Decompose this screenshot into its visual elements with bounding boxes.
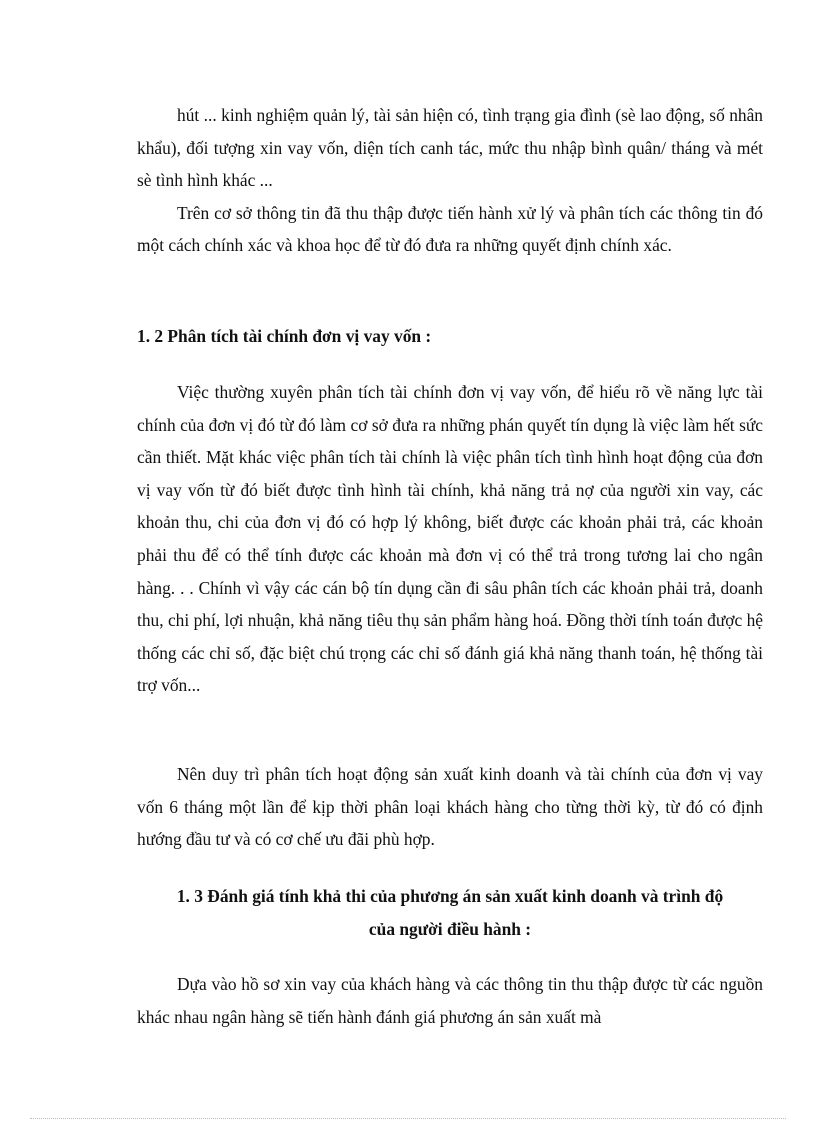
heading-1-3-line-2: của người điều hành : [368, 918, 532, 939]
text-block-maintain-analysis [137, 758, 763, 856]
section-1-3 [137, 880, 763, 945]
paragraph-household-info: hút ... kinh nghiệm quản lý, tài sản hiện có, tình trạng gia đình (sè lao động, số nhân khẩu), đối tượng xin vay vốn, diện tích canh tác, mức thu nhập bình quân/ tháng và mét sè tình hình khác ... [137, 105, 763, 191]
heading-1-2: 1. 2 Phân tích tài chính đơn vị vay vốn : [137, 326, 432, 346]
paragraph-maintain-analysis: Nên duy trì phân tích hoạt động sản xuất kinh doanh và tài chính của đơn vị vay vốn 6 tháng một lần để kịp thời phân loại khách hàng cho từng thời kỳ, từ đó có định hướng đầu tư và có cơ chế ưu đãi phù hợp. [137, 764, 763, 850]
paragraph-information-processing: Trên cơ sở thông tin đã thu thập được tiến hành xử lý và phân tích các thông tin đó một cách chính xác và khoa học để từ đó đưa ra những quyết định chính xác. [137, 202, 763, 256]
page-bottom-divider [30, 1118, 786, 1119]
text-block-plan-evaluation [137, 968, 763, 1033]
paragraph-plan-evaluation: Dựa vào hồ sơ xin vay của khách hàng và các thông tin thu thập được từ các nguồn khác nhau ngân hàng sẽ tiến hành đánh giá phương án sản xuất mà [137, 974, 763, 1027]
text-block-top [137, 99, 763, 262]
heading-1-3-line-1: 1. 3 Đánh giá tính khả thi của phương án sản xuất kinh doanh và trình độ [176, 886, 724, 906]
section-1-2 [137, 320, 763, 353]
paragraph-financial-analysis: Việc thường xuyên phân tích tài chính đơn vị vay vốn, để hiểu rõ về năng lực tài chính của đơn vị đó từ đó làm cơ sở đưa ra những phán quyết tín dụng là việc làm hết sức cần thiết. Mặt khác việc phân tích tài chính là việc phân tích tình hình hoạt động của đơn vị vay vốn từ đó biết được tình hình tài chính, khả năng trả nợ của người xin vay, các khoản thu, chi của đơn vị đó có hợp lý không, biết được các khoản phải trả, các khoản phải thu để có thể tính được các khoản mà đơn vị có thể trả trong tương lai cho ngân hàng. . . Chính vì vậy các cán bộ tín dụng cần đi sâu phân tích các khoản phải trả, doanh thu, chi phí, lợi nhuận, khả năng tiêu thụ sản phẩm hàng hoá. Đồng thời tính toán được hệ thống các chỉ số, đặc biệt chú trọng các chỉ số đánh giá khả năng thanh toán, hệ thống tài trợ vốn... [137, 382, 763, 696]
text-block-financial-analysis [137, 376, 763, 702]
